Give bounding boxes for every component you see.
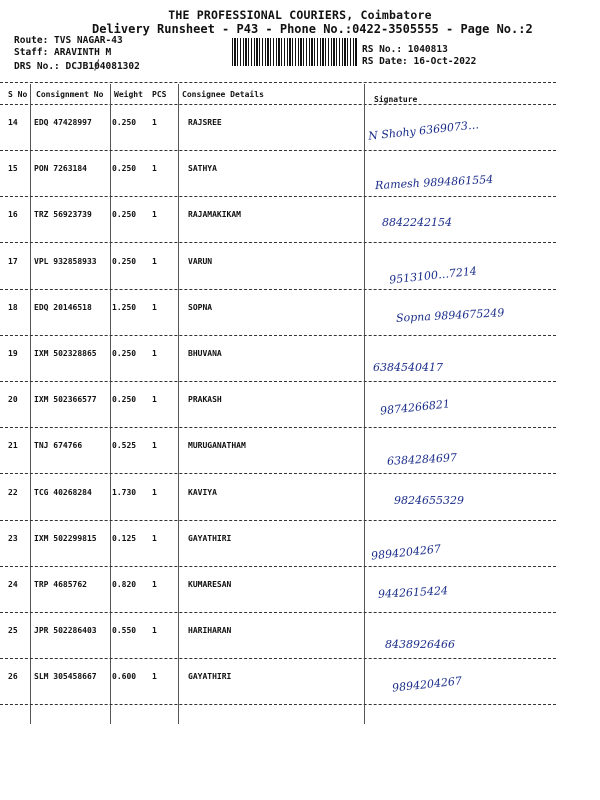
row-pcs: 1 — [152, 626, 157, 635]
row-divider — [0, 150, 556, 151]
row-weight: 0.550 — [112, 626, 137, 635]
row-consignee: KAVIYA — [188, 488, 217, 497]
row-sno: 26 — [8, 672, 18, 681]
table-row — [0, 118, 600, 132]
row-weight: 0.600 — [112, 672, 137, 681]
handwritten-signature: 8438926466 — [385, 638, 455, 651]
handwritten-signature: 9894204267 — [391, 674, 463, 695]
row-sno: 16 — [8, 210, 18, 219]
row-consignee: PRAKASH — [188, 395, 222, 404]
row-pcs: 1 — [152, 303, 157, 312]
row-sno: 14 — [8, 118, 18, 127]
row-consignee: GAYATHIRI — [188, 672, 232, 681]
table-row — [0, 164, 600, 178]
row-sno: 15 — [8, 164, 18, 173]
row-pcs: 1 — [152, 672, 157, 681]
handwritten-signature: 6384540417 — [373, 361, 443, 374]
row-consignee: HARIHARAN — [188, 626, 232, 635]
handwritten-signature: 9442615424 — [377, 584, 449, 601]
row-divider — [0, 196, 556, 197]
staff-label: Staff: ARAVINTH M — [14, 47, 112, 58]
handwritten-signature: 6384284697 — [386, 451, 458, 468]
column-header-consignment: Consignment No — [36, 90, 104, 99]
handwritten-signature: Ramesh 9894861554 — [374, 172, 494, 193]
row-consignee: MURUGANATHAM — [188, 441, 246, 450]
header-divider-bottom — [0, 104, 556, 105]
row-pcs: 1 — [152, 118, 157, 127]
table-row — [0, 672, 600, 686]
row-pcs: 1 — [152, 580, 157, 589]
page-title: THE PROFESSIONAL COURIERS, Coimbatore — [168, 8, 432, 22]
header-divider-top — [0, 82, 556, 83]
column-header-weight: Weight — [114, 90, 143, 99]
row-weight: 0.250 — [112, 257, 137, 266]
row-consignment-no: SLM 305458667 — [34, 672, 97, 681]
row-weight: 0.250 — [112, 210, 137, 219]
row-weight: 0.250 — [112, 118, 137, 127]
row-consignment-no: PON 7263184 — [34, 164, 87, 173]
column-header-signature: Signature — [374, 95, 418, 104]
table-row — [0, 210, 600, 224]
handwritten-signature: Sopna 9894675249 — [395, 306, 505, 325]
column-header-consignee: Consignee Details — [182, 90, 264, 99]
row-weight: 0.250 — [112, 349, 137, 358]
table-row — [0, 488, 600, 502]
handwritten-signature: 9513100…7214 — [388, 264, 478, 287]
handwritten-signature: 9894204267 — [370, 542, 442, 563]
runsheet-subtitle: Delivery Runsheet - P43 - Phone No.:0422-3505555 - Page No.:2 — [92, 22, 533, 36]
handwritten-signature: 9874266821 — [379, 397, 451, 418]
column-header-pcs: PCS — [152, 90, 167, 99]
row-divider — [0, 520, 556, 521]
table-row — [0, 441, 600, 455]
row-consignee: GAYATHIRI — [188, 534, 232, 543]
row-divider — [0, 289, 556, 290]
row-weight: 0.125 — [112, 534, 137, 543]
row-sno: 25 — [8, 626, 18, 635]
row-sno: 23 — [8, 534, 18, 543]
row-sno: 19 — [8, 349, 18, 358]
table-row — [0, 580, 600, 594]
row-pcs: 1 — [152, 488, 157, 497]
row-consignee: RAJSREE — [188, 118, 222, 127]
drs-number: DRS No.: DCJB104081302 — [14, 61, 140, 72]
route-label: Route: TVS NAGAR-43 — [14, 35, 123, 46]
table-row — [0, 257, 600, 271]
row-pcs: 1 — [152, 395, 157, 404]
row-consignment-no: IXM 502366577 — [34, 395, 97, 404]
row-pcs: 1 — [152, 534, 157, 543]
row-consignee: VARUN — [188, 257, 213, 266]
row-divider — [0, 473, 556, 474]
row-consignment-no: EDQ 20146518 — [34, 303, 92, 312]
row-sno: 21 — [8, 441, 18, 450]
row-weight: 0.250 — [112, 164, 137, 173]
row-divider — [0, 566, 556, 567]
row-consignment-no: JPR 502286403 — [34, 626, 97, 635]
table-row — [0, 303, 600, 317]
row-sno: 24 — [8, 580, 18, 589]
row-sno: 17 — [8, 257, 18, 266]
handwritten-signature: 8842242154 — [382, 216, 452, 229]
row-consignee: BHUVANA — [188, 349, 222, 358]
row-weight: 1.730 — [112, 488, 137, 497]
row-consignment-no: TRP 4685762 — [34, 580, 87, 589]
handwritten-signature: N Shohy 6369073… — [367, 118, 480, 143]
row-consignee: SOPNA — [188, 303, 213, 312]
rs-number: RS No.: 1040813 — [362, 44, 448, 55]
row-pcs: 1 — [152, 257, 157, 266]
table-row — [0, 395, 600, 409]
table-row — [0, 534, 600, 548]
row-consignment-no: IXM 502299815 — [34, 534, 97, 543]
rs-date: RS Date: 16-Oct-2022 — [362, 56, 477, 67]
row-divider — [0, 704, 556, 705]
row-sno: 18 — [8, 303, 18, 312]
row-consignment-no: TRZ 56923739 — [34, 210, 92, 219]
handwritten-signature: 9824655329 — [394, 494, 464, 507]
row-divider — [0, 427, 556, 428]
barcode — [232, 38, 358, 66]
row-weight: 0.820 — [112, 580, 137, 589]
row-sno: 20 — [8, 395, 18, 404]
row-consignee: SATHYA — [188, 164, 217, 173]
column-header-sno: S No — [8, 90, 28, 99]
row-pcs: 1 — [152, 349, 157, 358]
row-divider — [0, 335, 556, 336]
row-divider — [0, 612, 556, 613]
table-row — [0, 626, 600, 640]
row-consignment-no: TCG 40268284 — [34, 488, 92, 497]
row-divider — [0, 242, 556, 243]
row-divider — [0, 381, 556, 382]
row-consignment-no: EDQ 47428997 — [34, 118, 92, 127]
row-weight: 0.250 — [112, 395, 137, 404]
row-consignee: RAJAMAKIKAM — [188, 210, 241, 219]
row-sno: 22 — [8, 488, 18, 497]
row-consignee: KUMARESAN — [188, 580, 232, 589]
row-pcs: 1 — [152, 164, 157, 173]
table-row — [0, 349, 600, 363]
row-divider — [0, 658, 556, 659]
row-weight: 1.250 — [112, 303, 137, 312]
row-consignment-no: TNJ 674766 — [34, 441, 83, 450]
row-weight: 0.525 — [112, 441, 137, 450]
row-consignment-no: VPL 932858933 — [34, 257, 97, 266]
row-pcs: 1 — [152, 441, 157, 450]
row-consignment-no: IXM 502328865 — [34, 349, 97, 358]
row-pcs: 1 — [152, 210, 157, 219]
